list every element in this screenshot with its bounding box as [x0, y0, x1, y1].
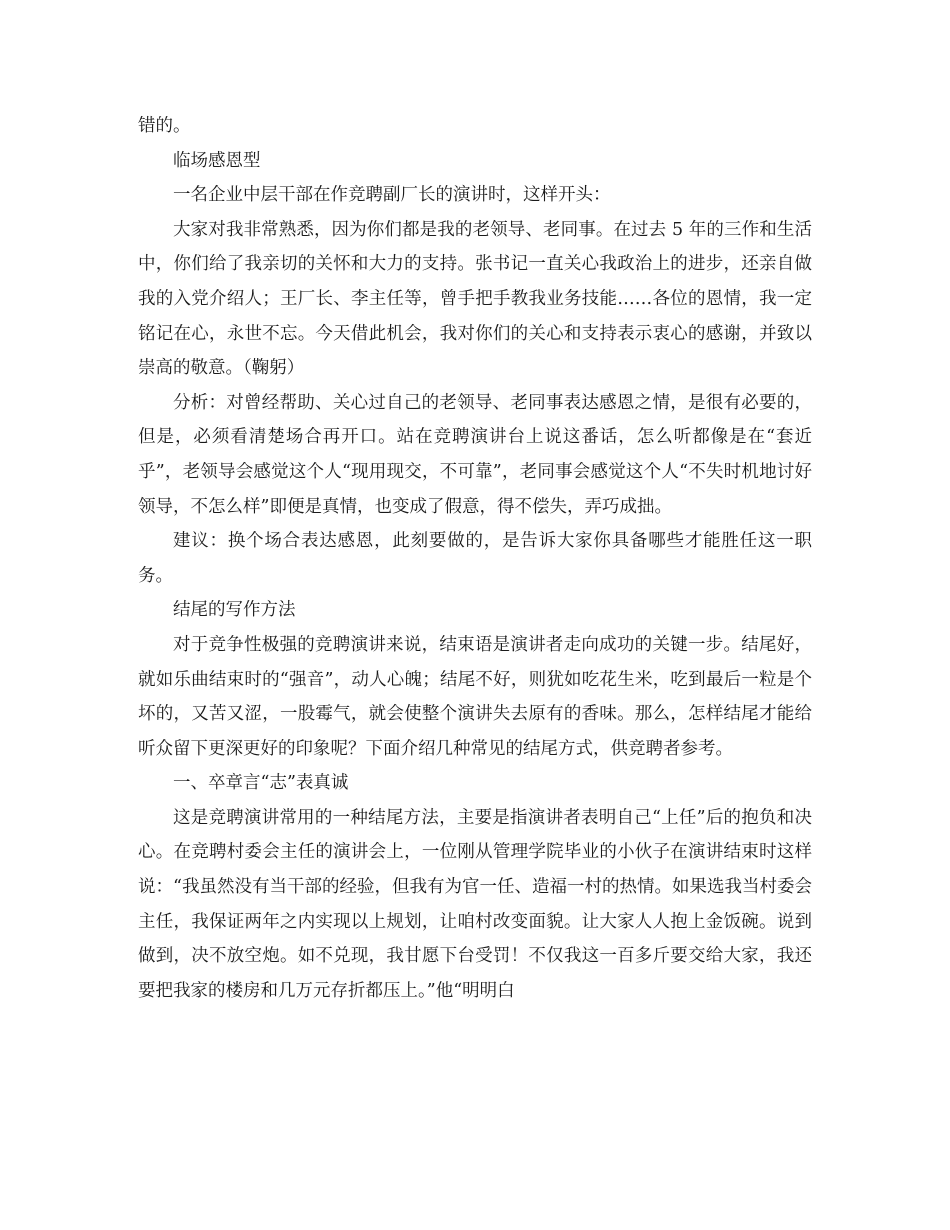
paragraph-10: 这是竞聘演讲常用的一种结尾方法，主要是指演讲者表明自己“上任”后的抱负和决心。在竞聘村委会主任的演讲会上，一位刚从管理学院毕业的小伙子在演讲结束时这样说：“我虽然没有当干部的经验，但我有为官一任、造福一村的热情。如果选我当村委会主任，我保证两年之内实现以上规划，让咱村改变面貌。让大家人人抱上金饭碗。说到做到，决不放空炮。如不兑现，我甘愿下台受罚！不仅我这一百多斤要交给大家，我还要把我家的楼房和几万元存折都压上。”他“明明白	[138, 807, 812, 1001]
paragraph-3: 一名企业中层干部在作竞聘副厂长的演讲时，这样开头：	[173, 185, 611, 206]
paragraph-7-heading: 结尾的写作方法	[173, 600, 296, 621]
paragraph-9-heading: 一、卒章言“志”表真诚	[173, 773, 349, 794]
paragraph-8: 对于竞争性极强的竞聘演讲来说，结束语是演讲者走向成功的关键一步。结尾好，就如乐曲结束时的“强音”，动人心魄；结尾不好，则犹如吃花生米，吃到最后一粒是个坏的，又苦又涩，一股霉气，就会使整个演讲失去原有的香味。那么，怎样结尾才能给听众留下更深更好的印象呢？下面介绍几种常见的结尾方式，供竞聘者参考。	[138, 634, 812, 759]
paragraph-4-quote: 大家对我非常熟悉，因为你们都是我的老领导、老同事。在过去 5 年的三作和生活中，你们给了我亲切的关怀和大力的支持。张书记一直关心我政治上的进步，还亲自做我的入党介绍人；王厂长、李主任等，曾手把手教我业务技能……各位的恩情，我一定铭记在心，永世不忘。今天借此机会，我对你们的关心和支持表示衷心的感谢，并致以崇高的敬意。（鞠躬）	[138, 219, 812, 379]
paragraph-5-analysis: 分析：对曾经帮助、关心过自己的老领导、老同事表达感恩之情，是很有必要的，但是，必须看清楚场合再开口。站在竞聘演讲台上说这番话，怎么听都像是在“套近乎”，老领导会感觉这个人“现用现交，不可靠”，老同事会感觉这个人“不失时机地讨好领导，不怎么样”即便是真情，也变成了假意，得不偿失，弄巧成拙。	[138, 392, 812, 517]
paragraph-2-heading: 临场感恩型	[173, 150, 261, 171]
paragraph-1: 错的。	[138, 116, 191, 136]
paragraph-6-suggestion: 建议：换个场合表达感恩，此刻要做的，是告诉大家你具备哪些才能胜任这一职务。	[138, 531, 812, 586]
document-page	[138, 109, 812, 1008]
